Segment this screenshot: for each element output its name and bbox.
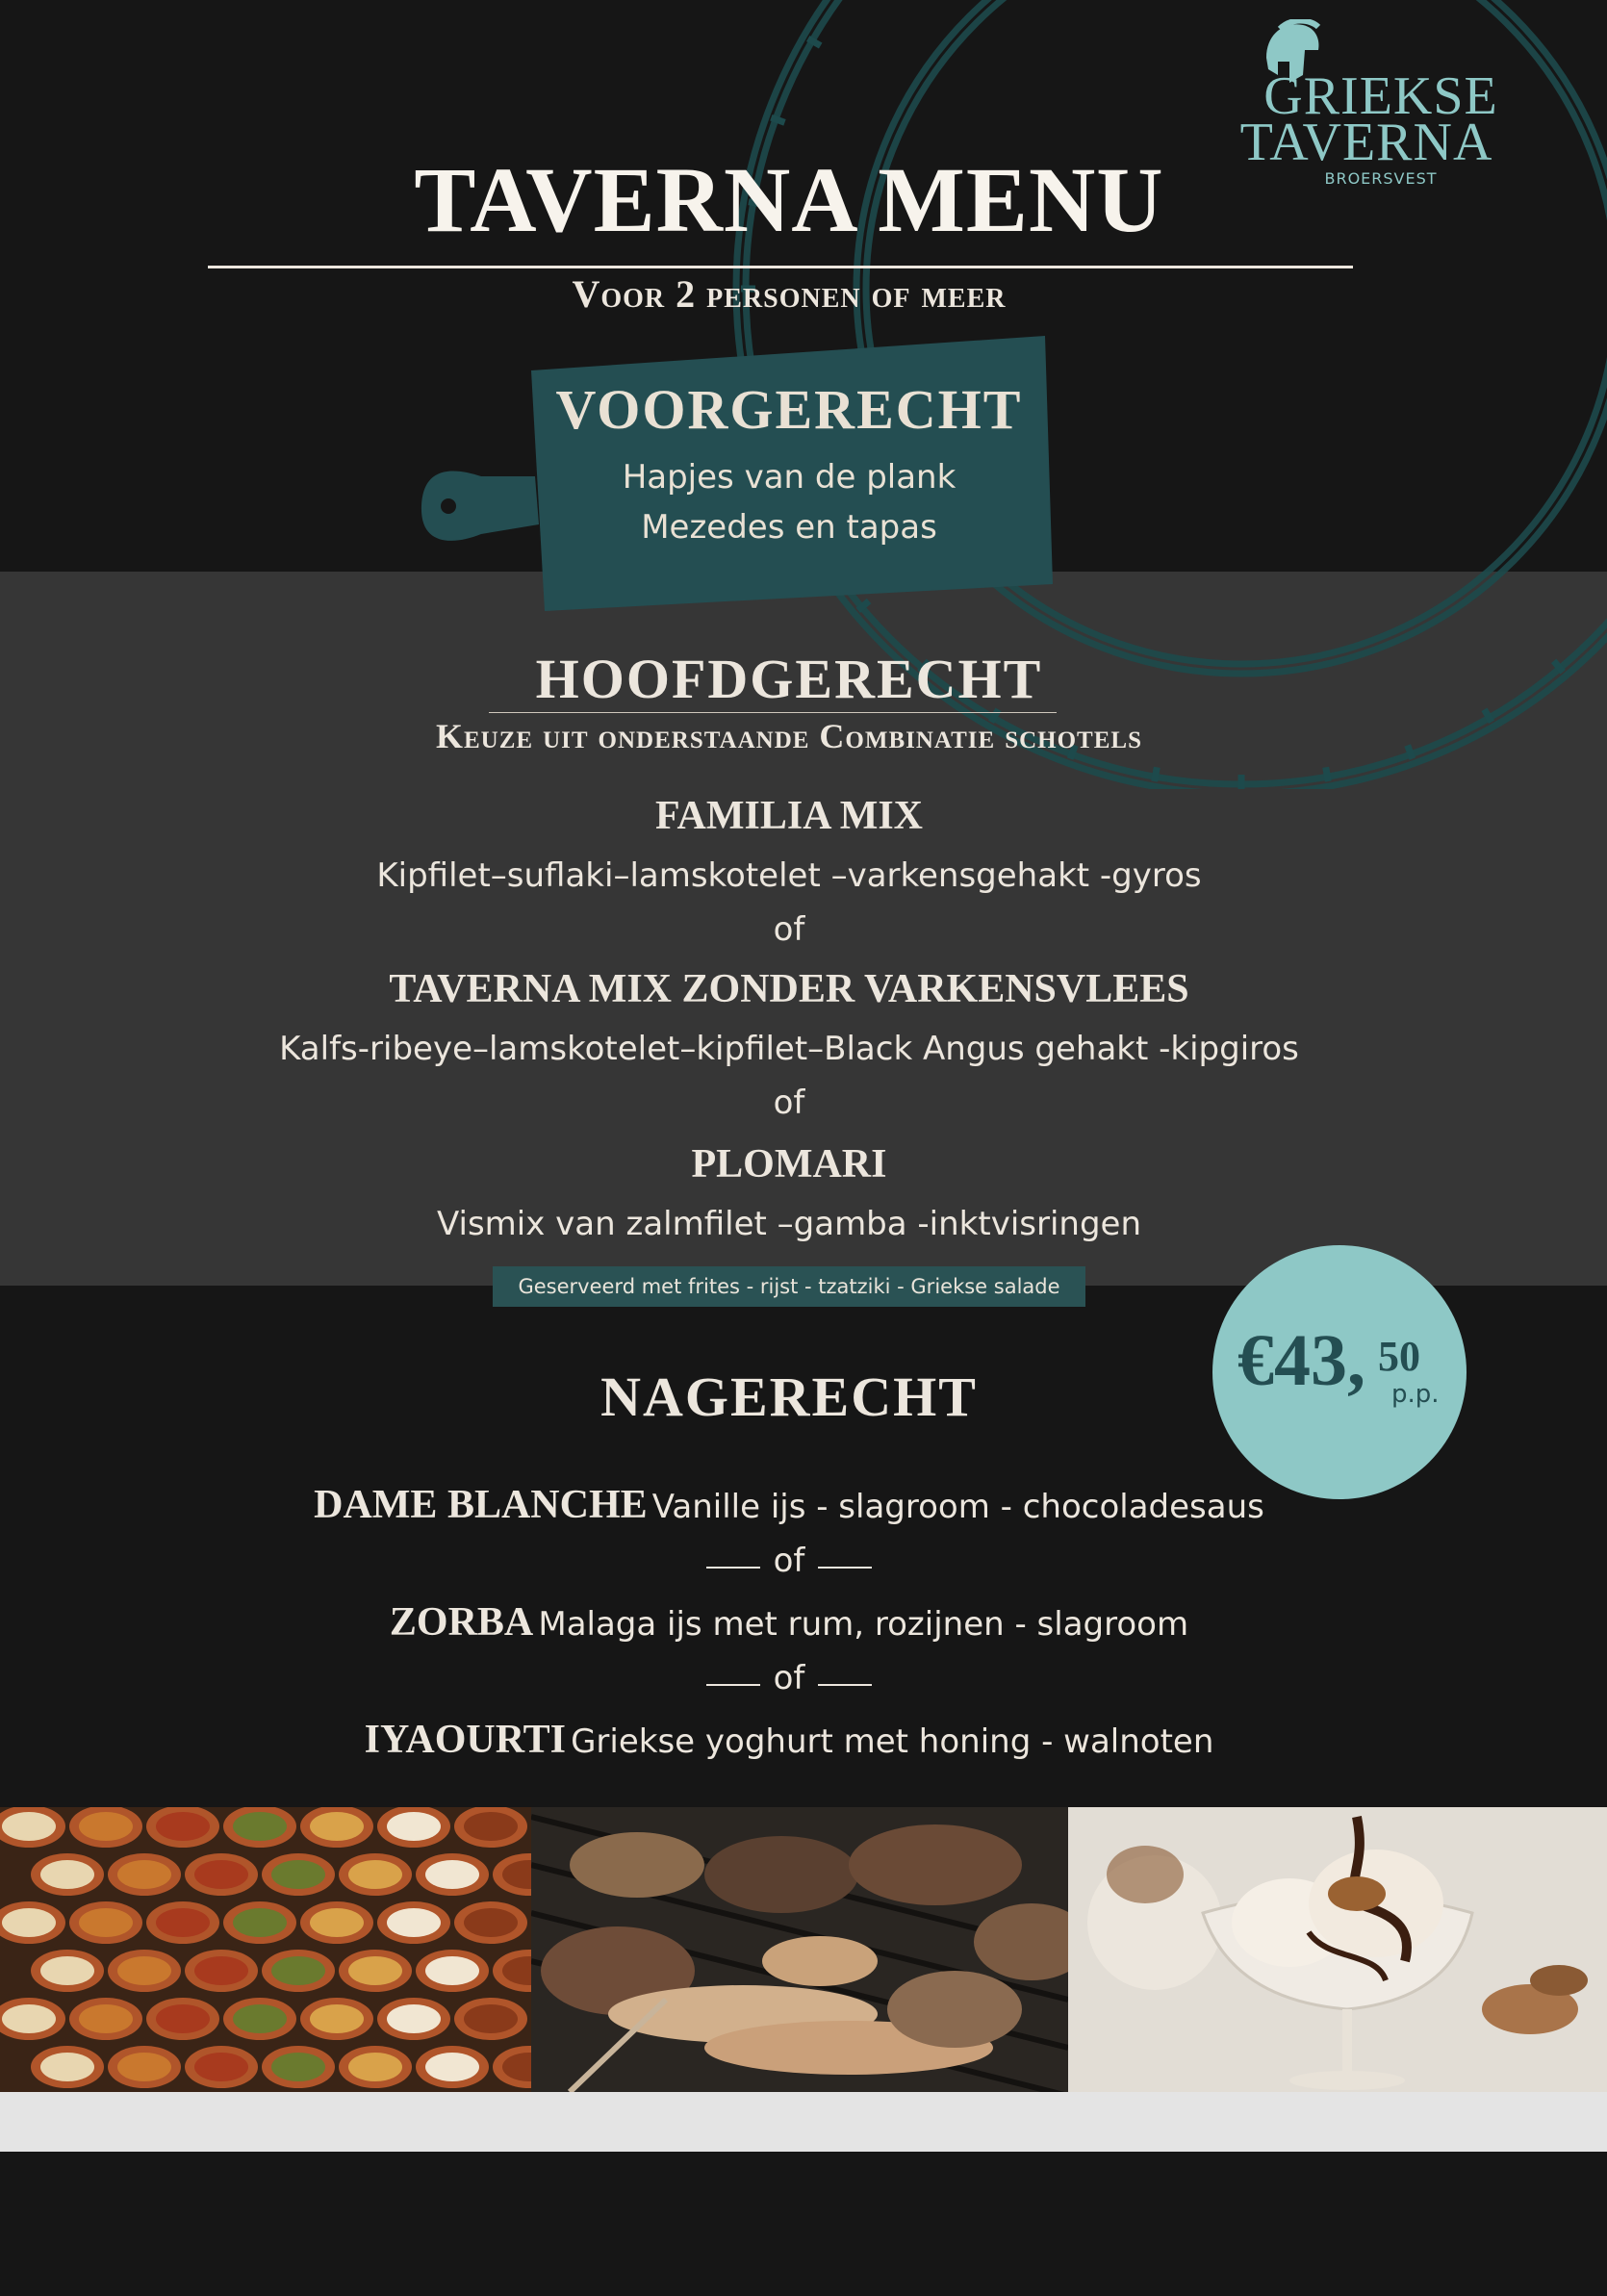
dish-desc-familia-mix: Kipfilet–suflaki–lamskotelet –varkensgehakt -gyros xyxy=(376,856,1202,895)
logo-line-1: GRIEKSE xyxy=(1263,66,1498,126)
or-text: of xyxy=(773,1542,805,1580)
voorgerecht-line-2: Mezedes en tapas xyxy=(641,508,937,547)
dessert-item xyxy=(0,1717,1578,1763)
or-separator: of xyxy=(773,910,805,949)
dessert-name: DAME BLANCHE xyxy=(314,1483,648,1527)
or-separator xyxy=(0,1659,1578,1697)
or-separator xyxy=(0,1542,1578,1580)
dash-line xyxy=(706,1567,760,1569)
dish-name-plomari: PLOMARI xyxy=(691,1142,887,1186)
hoofdgerecht-divider xyxy=(489,712,1057,713)
voorgerecht-title: VOORGERECHT xyxy=(555,378,1023,441)
dish-desc-taverna-mix: Kalfs-ribeye–lamskotelet–kipfilet–Black Angus gehakt -kipgiros xyxy=(279,1030,1299,1068)
voorgerecht-line-1: Hapjes van de plank xyxy=(622,458,957,497)
footer-band xyxy=(0,2092,1607,2152)
logo-line-2: TAVERNA xyxy=(1239,113,1493,172)
dash-line xyxy=(818,1684,872,1686)
dash-line xyxy=(706,1684,760,1686)
dish-name-familia-mix: FAMILIA MIX xyxy=(654,794,924,838)
hoofdgerecht-title: HOOFDGERECHT xyxy=(535,648,1043,710)
logo-line-3: BROERSVEST xyxy=(1324,169,1438,188)
ice-cream-dessert-photo xyxy=(1068,1807,1607,2092)
dish-desc-plomari: Vismix van zalmfilet –gamba -inktvisringen xyxy=(437,1205,1141,1243)
dessert-desc: Malaga ijs met rum, rozijnen - slagroom xyxy=(538,1605,1189,1644)
price-unit: p.p. xyxy=(1391,1380,1440,1409)
dessert-name: IYAOURTI xyxy=(364,1718,566,1762)
dessert-desc: Griekse yoghurt met honing - walnoten xyxy=(571,1722,1214,1761)
dessert-name: ZORBA xyxy=(389,1600,534,1645)
dessert-item xyxy=(0,1482,1578,1528)
hoofdgerecht-subtitle: Keuze uit onderstaande Combinatie schotels xyxy=(436,717,1142,755)
served-with-banner: Geserveerd met frites - rijst - tzatziki - Griekse salade xyxy=(493,1266,1085,1307)
dash-line xyxy=(818,1567,872,1569)
price-main: €43, xyxy=(1237,1320,1365,1401)
nagerecht-title: NAGERECHT xyxy=(600,1365,978,1428)
title-divider xyxy=(208,266,1353,268)
page-subtitle: Voor 2 personen of meer xyxy=(572,272,1007,316)
dessert-desc: Vanille ijs - slagroom - chocoladesaus xyxy=(651,1488,1264,1526)
price-cents: 50 xyxy=(1378,1333,1420,1380)
or-text: of xyxy=(773,1659,805,1697)
page-title: TAVERNA MENU xyxy=(414,148,1164,251)
grilled-meat-photo xyxy=(531,1807,1068,2092)
mezedes-dishes-photo xyxy=(0,1807,531,2092)
or-separator: of xyxy=(773,1084,805,1122)
dessert-item xyxy=(0,1599,1578,1645)
dish-name-taverna-mix: TAVERNA MIX ZONDER VARKENSVLEES xyxy=(389,967,1189,1011)
